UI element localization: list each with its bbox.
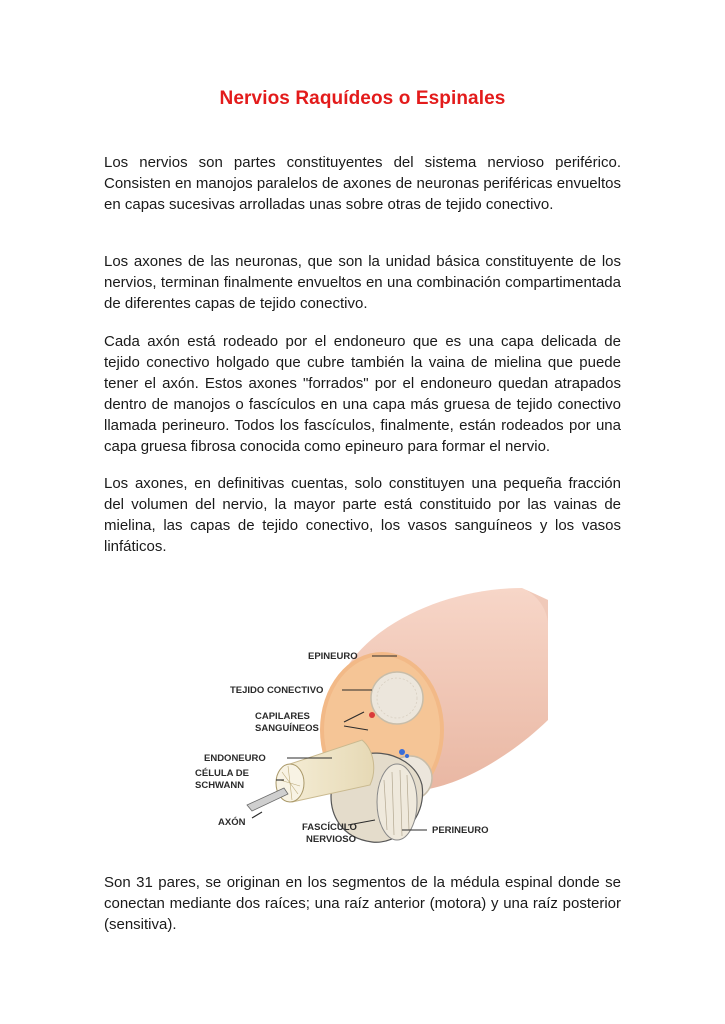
label-perineuro: PERINEURO <box>432 825 489 836</box>
paragraph-5: Son 31 pares, se originan en los segmentos de la médula espinal donde se conectan mediante dos raíces; una raíz anterior (motora) y una raíz posterior (sensitiva). <box>104 874 621 933</box>
label-fasciculo-2: NERVIOSO <box>306 834 356 845</box>
paragraph-2: Los axones de las neuronas, que son la unidad básica constituyente de los nervios, terminan finalmente envueltos en una combinación compartimentada de diferentes capas de tejido conectivo. <box>104 253 621 312</box>
label-fasciculo-1: FASCÍCULO <box>302 822 357 833</box>
label-celula-2: SCHWANN <box>195 780 245 791</box>
label-capilares-2: SANGUÍNEOS <box>255 723 319 734</box>
fascicle-top <box>371 672 423 724</box>
label-celula-1: CÉLULA DE <box>195 768 250 779</box>
paragraph-4: Los axones, en definitivas cuentas, solo constituyen una pequeña fracción del volumen del nervio, la mayor parte está constituido por las vainas de mielina, las capas de tejido conectivo, los vasos sanguíneos y los vasos linfáticos. <box>104 475 621 555</box>
nerve-anatomy-illustration <box>192 580 548 852</box>
label-epineuro: EPINEURO <box>308 651 358 662</box>
label-endoneuro: ENDONEURO <box>204 753 266 764</box>
label-capilares-1: CAPILARES <box>255 711 310 722</box>
blood-vessel-red <box>369 712 375 718</box>
paragraph-3: Cada axón está rodeado por el endoneuro que es una capa delicada de tejido conectivo holgado que cubre también la vaina de mielina que puede tener el axón. Estos axones "forrados" por el endoneuro quedan atrapados dentro de manojos o fascículos en una capa más gruesa de tejido conectivo llamada perineuro. Todos los fascículos, finalmente, están rodeados por una capa gruesa fibrosa conocida como epineuro para formar el nervio. <box>104 333 621 455</box>
page-title: Nervios Raquídeos o Espinales <box>219 88 506 109</box>
axon-core <box>247 788 288 811</box>
paragraph-1: Los nervios son partes constituyentes del sistema nervioso periférico. Consisten en manojos paralelos de axones de neuronas periféricas envueltos en capas sucesivas arrolladas unas sobre otras de tejido conectivo. <box>104 154 621 213</box>
label-axon: AXÓN <box>218 817 246 828</box>
label-tejido-conectivo: TEJIDO CONECTIVO <box>230 685 324 696</box>
blood-vessel-blue <box>399 749 405 755</box>
